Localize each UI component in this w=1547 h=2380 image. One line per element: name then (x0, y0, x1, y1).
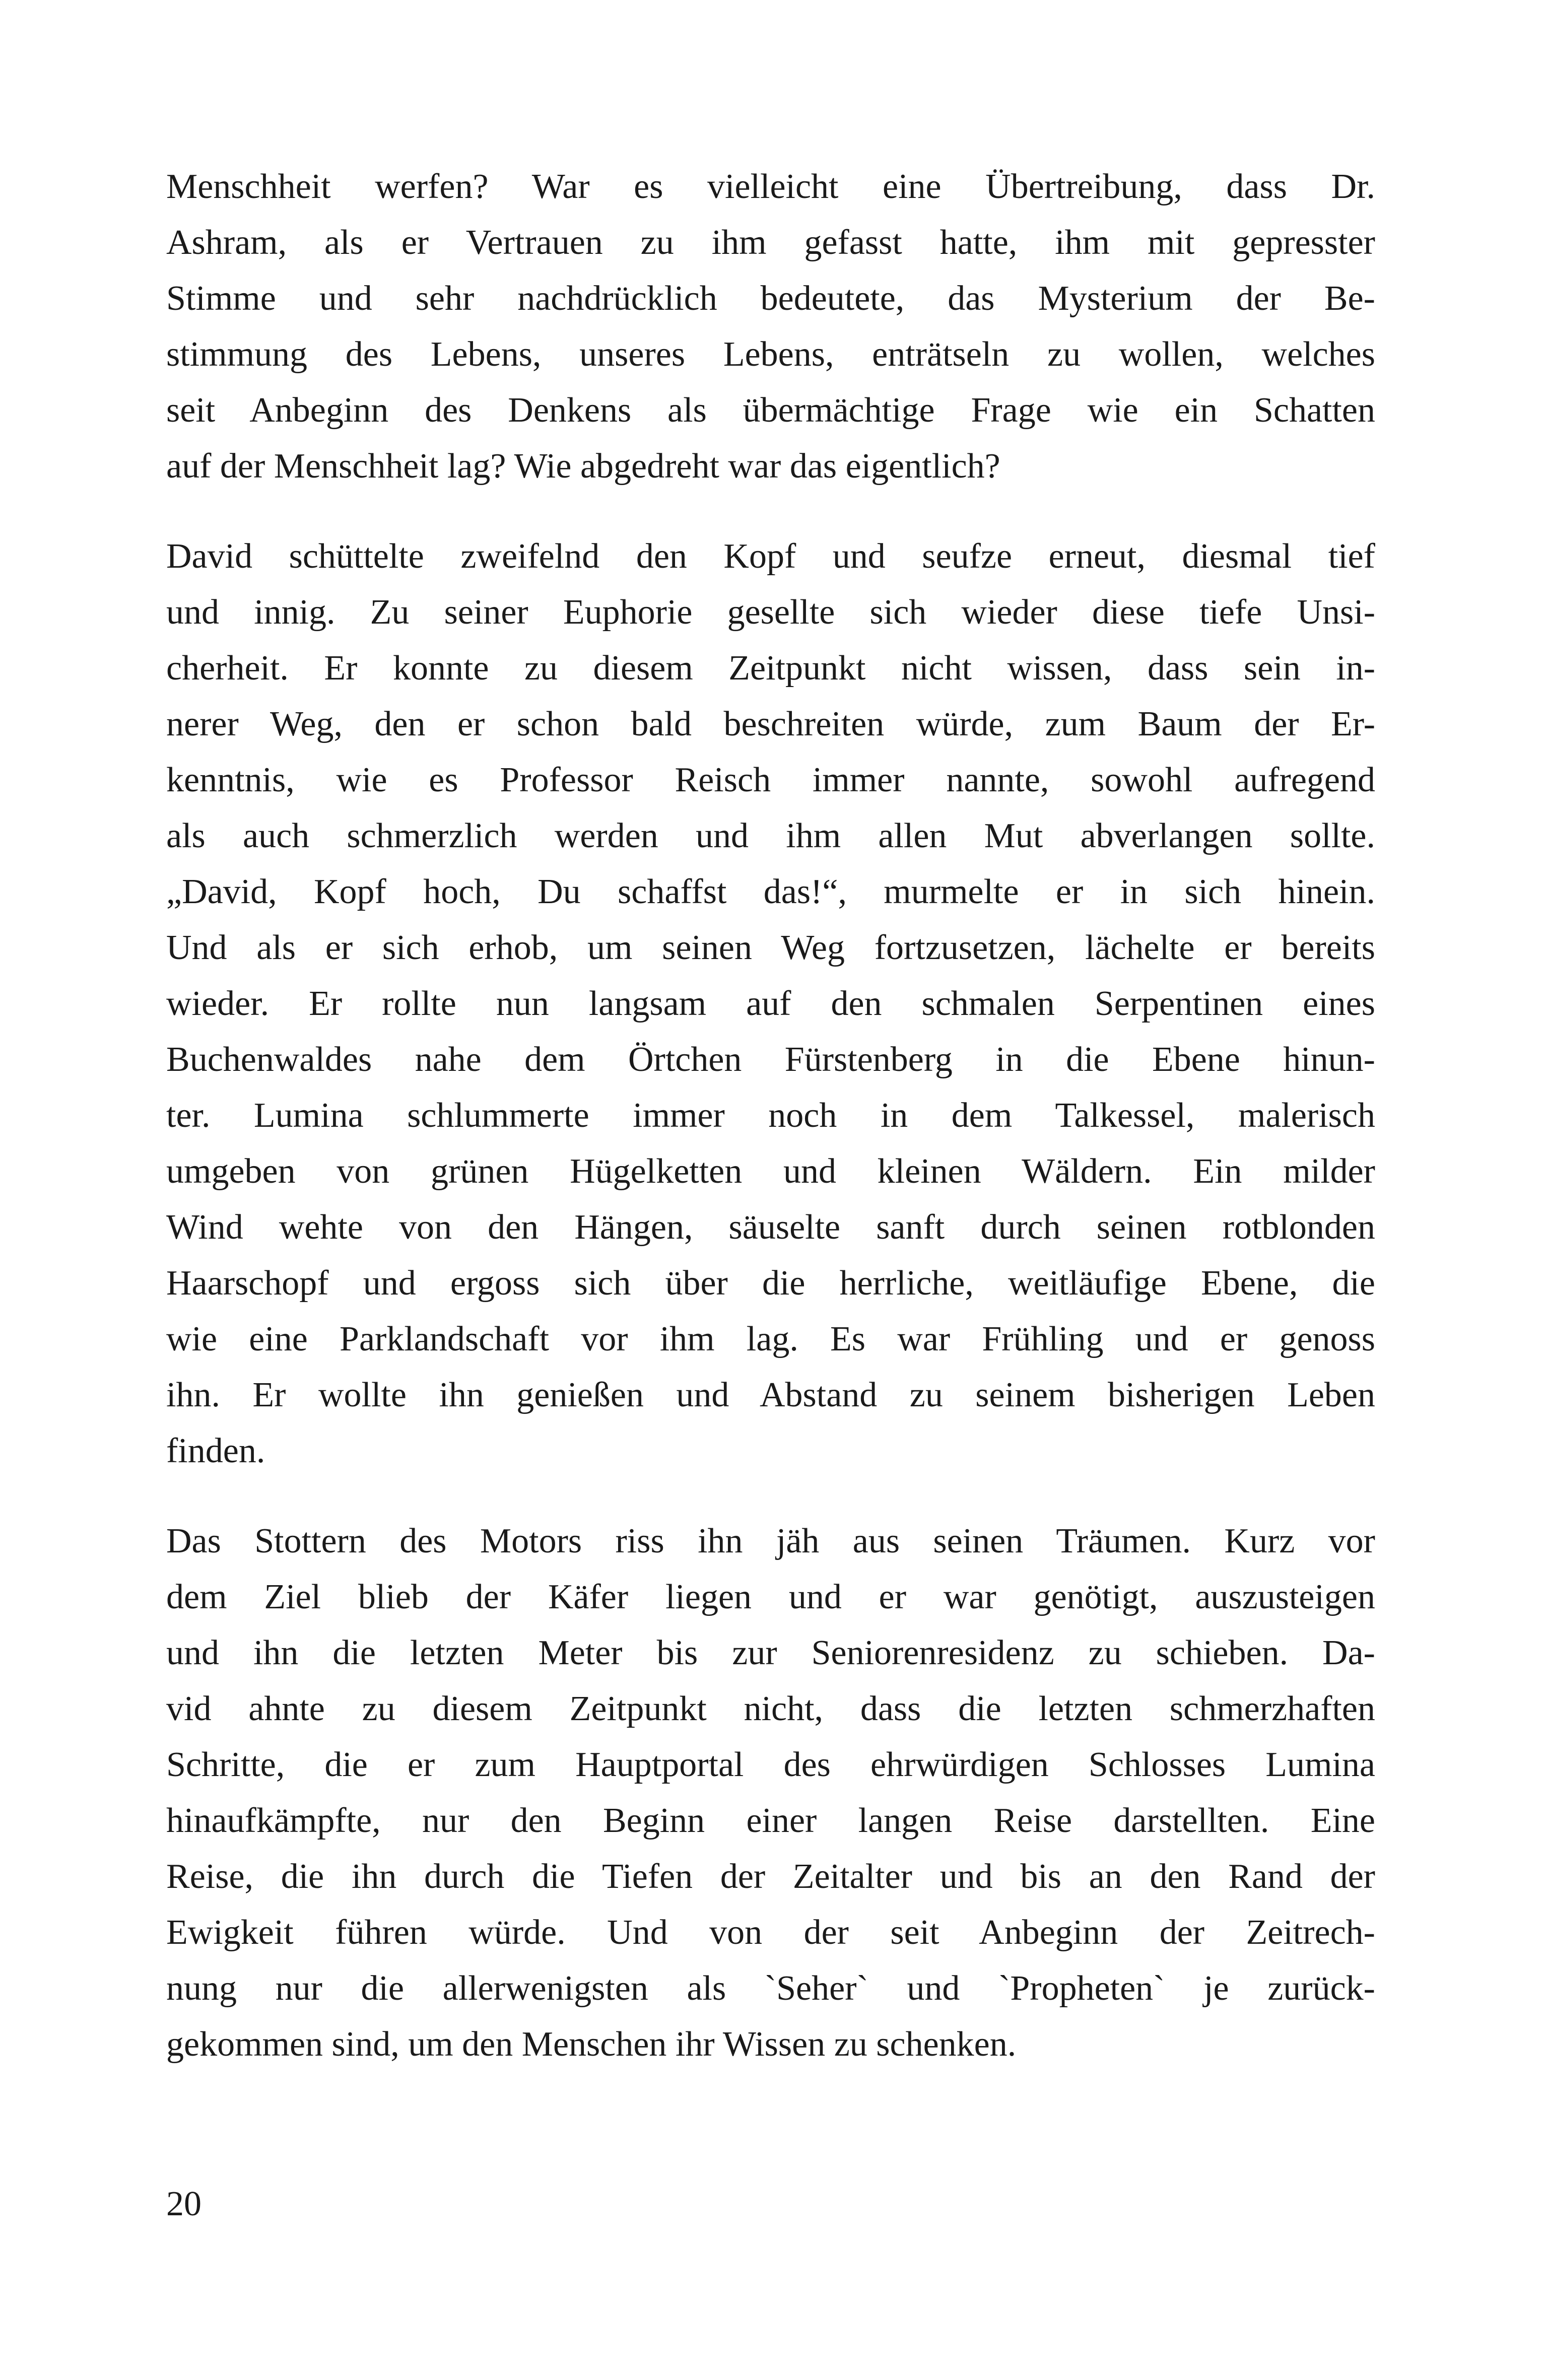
text-line: und innig. Zu seiner Euphorie gesellte sich wieder diese tiefe Unsi- (166, 593, 1375, 632)
text-line: umgeben von grünen Hügelketten und kleinen Wäldern. Ein milder (166, 1152, 1375, 1191)
text-line: Buchenwaldes nahe dem Örtchen Fürstenberg in die Ebene hinun- (166, 1040, 1375, 1079)
text-line: als auch schmerzlich werden und ihm allen Mut abverlangen sollte. (166, 817, 1375, 855)
text-line: seit Anbeginn des Denkens als übermächtige Frage wie ein Schatten (166, 391, 1375, 430)
text-line: nung nur die allerwenigsten als `Seher` und `Propheten` je zurück- (166, 1969, 1375, 2008)
paragraph-2 (166, 528, 1375, 1479)
text-line: Haarschopf und ergoss sich über die herrliche, weitläufige Ebene, die (166, 1264, 1375, 1303)
text-line: cherheit. Er konnte zu diesem Zeitpunkt nicht wissen, dass sein in- (166, 649, 1375, 688)
text-line: gekommen sind, um den Menschen ihr Wissen zu schenken. (166, 2025, 1017, 2064)
text-line: stimmung des Lebens, unseres Lebens, enträtseln zu wollen, welches (166, 335, 1375, 374)
text-line: David schüttelte zweifelnd den Kopf und seufze erneut, diesmal tief (166, 537, 1375, 576)
text-line: wieder. Er rollte nun langsam auf den schmalen Serpentinen eines (166, 984, 1375, 1023)
text-line: nerer Weg, den er schon bald beschreiten würde, zum Baum der Er- (166, 705, 1375, 743)
text-line: und ihn die letzten Meter bis zur Seniorenresidenz zu schieben. Da- (166, 1634, 1375, 1672)
paragraph-3 (166, 1513, 1375, 2072)
text-line: hinaufkämpfte, nur den Beginn einer langen Reise darstellten. Eine (166, 1801, 1375, 1840)
text-line: ter. Lumina schlummerte immer noch in dem Talkessel, malerisch (166, 1096, 1375, 1135)
text-line: vid ahnte zu diesem Zeitpunkt nicht, dass die letzten schmerzhaften (166, 1689, 1375, 1728)
paragraph-1 (166, 159, 1375, 494)
text-line: Ashram, als er Vertrauen zu ihm gefasst hatte, ihm mit gepresster (166, 223, 1375, 262)
text-line: auf der Menschheit lag? Wie abgedreht war das eigentlich? (166, 447, 1000, 486)
text-line: „David, Kopf hoch, Du schaffst das!“, murmelte er in sich hinein. (166, 872, 1375, 911)
text-line: Ewigkeit führen würde. Und von der seit Anbeginn der Zeitrech- (166, 1913, 1375, 1952)
text-line: Stimme und sehr nachdrücklich bedeutete, das Mysterium der Be- (166, 279, 1375, 318)
text-line: ihn. Er wollte ihn genießen und Abstand zu seinem bisherigen Leben (166, 1376, 1375, 1414)
text-line: finden. (166, 1432, 265, 1470)
text-line: dem Ziel blieb der Käfer liegen und er war genötigt, auszusteigen (166, 1578, 1375, 1616)
text-line: Menschheit werfen? War es vielleicht eine Übertreibung, dass Dr. (166, 167, 1375, 206)
text-line: wie eine Parklandschaft vor ihm lag. Es war Frühling und er genoss (166, 1320, 1375, 1358)
text-line: Schritte, die er zum Hauptportal des ehrwürdigen Schlosses Lumina (166, 1745, 1375, 1784)
text-line: Und als er sich erhob, um seinen Weg fortzusetzen, lächelte er bereits (166, 928, 1375, 967)
text-line: kenntnis, wie es Professor Reisch immer nannte, sowohl aufregend (166, 761, 1375, 799)
body-text (166, 159, 1375, 2106)
text-line: Das Stottern des Motors riss ihn jäh aus seinen Träumen. Kurz vor (166, 1522, 1375, 1560)
text-line: Reise, die ihn durch die Tiefen der Zeitalter und bis an den Rand der (166, 1857, 1375, 1896)
text-line: Wind wehte von den Hängen, säuselte sanft durch seinen rotblonden (166, 1208, 1375, 1247)
page-number: 20 (166, 2185, 201, 2223)
